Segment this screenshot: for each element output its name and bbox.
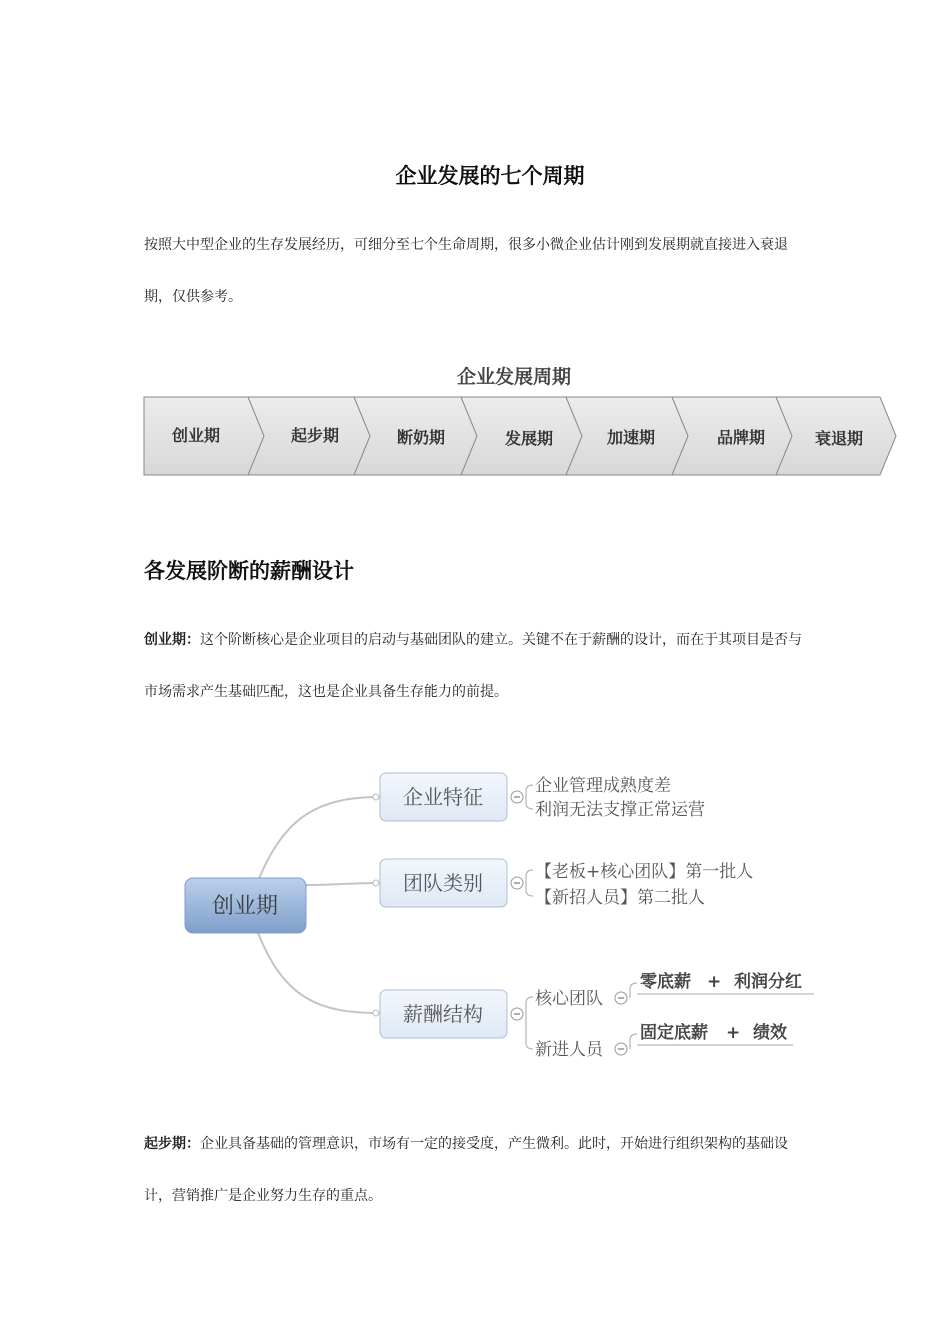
sub-branch-label: 核心团队: [535, 989, 603, 1009]
stage-label: 发展期: [504, 429, 554, 448]
formula-part: 绩效: [753, 1023, 787, 1043]
connector: [306, 883, 380, 885]
lifecycle-title: 企业发展周期: [456, 366, 572, 388]
lifecycle-diagram: [0, 355, 950, 495]
intro-paragraph: 按照大中型企业的生存发展经历，可细分至七个生命周期，很多小微企业估计刚到发展期就直接进入衰退期，仅供参考。: [144, 237, 788, 305]
stage-label: 起步期: [290, 426, 340, 445]
stage-label: 衰退期: [814, 429, 864, 448]
growth-paragraph: [144, 1118, 814, 1222]
connector: [258, 933, 380, 1013]
leaf-text: 利润无法支撑正常运营: [535, 800, 705, 820]
sub-branch-label: 新进人员: [535, 1040, 603, 1060]
formula-op: +: [726, 1023, 741, 1043]
stage-label: 断奶期: [396, 428, 446, 447]
root-label: 创业期: [211, 894, 279, 919]
page-title: 企业发展的七个周期: [395, 164, 585, 188]
stage-label: 加速期: [606, 428, 656, 447]
growth-label: 起步期：: [144, 1136, 200, 1152]
startup-label: 创业期：: [144, 632, 200, 648]
stage-label: 创业期: [171, 426, 221, 445]
startup-paragraph: [144, 614, 814, 718]
section-title: 各发展阶断的薪酬设计: [144, 559, 354, 583]
formula-part: 零底薪: [640, 972, 691, 992]
stage-label: 品牌期: [716, 428, 766, 447]
formula-part: 利润分红: [734, 972, 802, 992]
branch-label: 企业特征: [403, 785, 483, 809]
leaf-text: 企业管理成熟度差: [535, 776, 671, 796]
growth-text: 企业具备基础的管理意识，市场有一定的接受度，产生微利。此时，开始进行组织架构的基础设计，营销推广是企业努力生存的重点。: [144, 1136, 788, 1204]
branch-label: 团队类别: [403, 871, 483, 895]
connector-dot: [373, 880, 379, 886]
formula-op: +: [707, 972, 722, 992]
leaf-text: 【老板+核心团队】第一批人: [535, 862, 754, 882]
connector: [258, 797, 380, 881]
connector-dot: [373, 794, 379, 800]
connector-dot: [373, 1010, 379, 1016]
leaf-text: 【新招人员】第二批人: [535, 888, 705, 908]
startup-mindmap: [0, 745, 950, 1085]
startup-text: 这个阶断核心是企业项目的启动与基础团队的建立。关键不在于薪酬的设计，而在于其项目是否与市场需求产生基础匹配，这也是企业具备生存能力的前提。: [144, 632, 802, 700]
branch-label: 薪酬结构: [403, 1002, 483, 1026]
formula-part: 固定底薪: [640, 1023, 708, 1043]
